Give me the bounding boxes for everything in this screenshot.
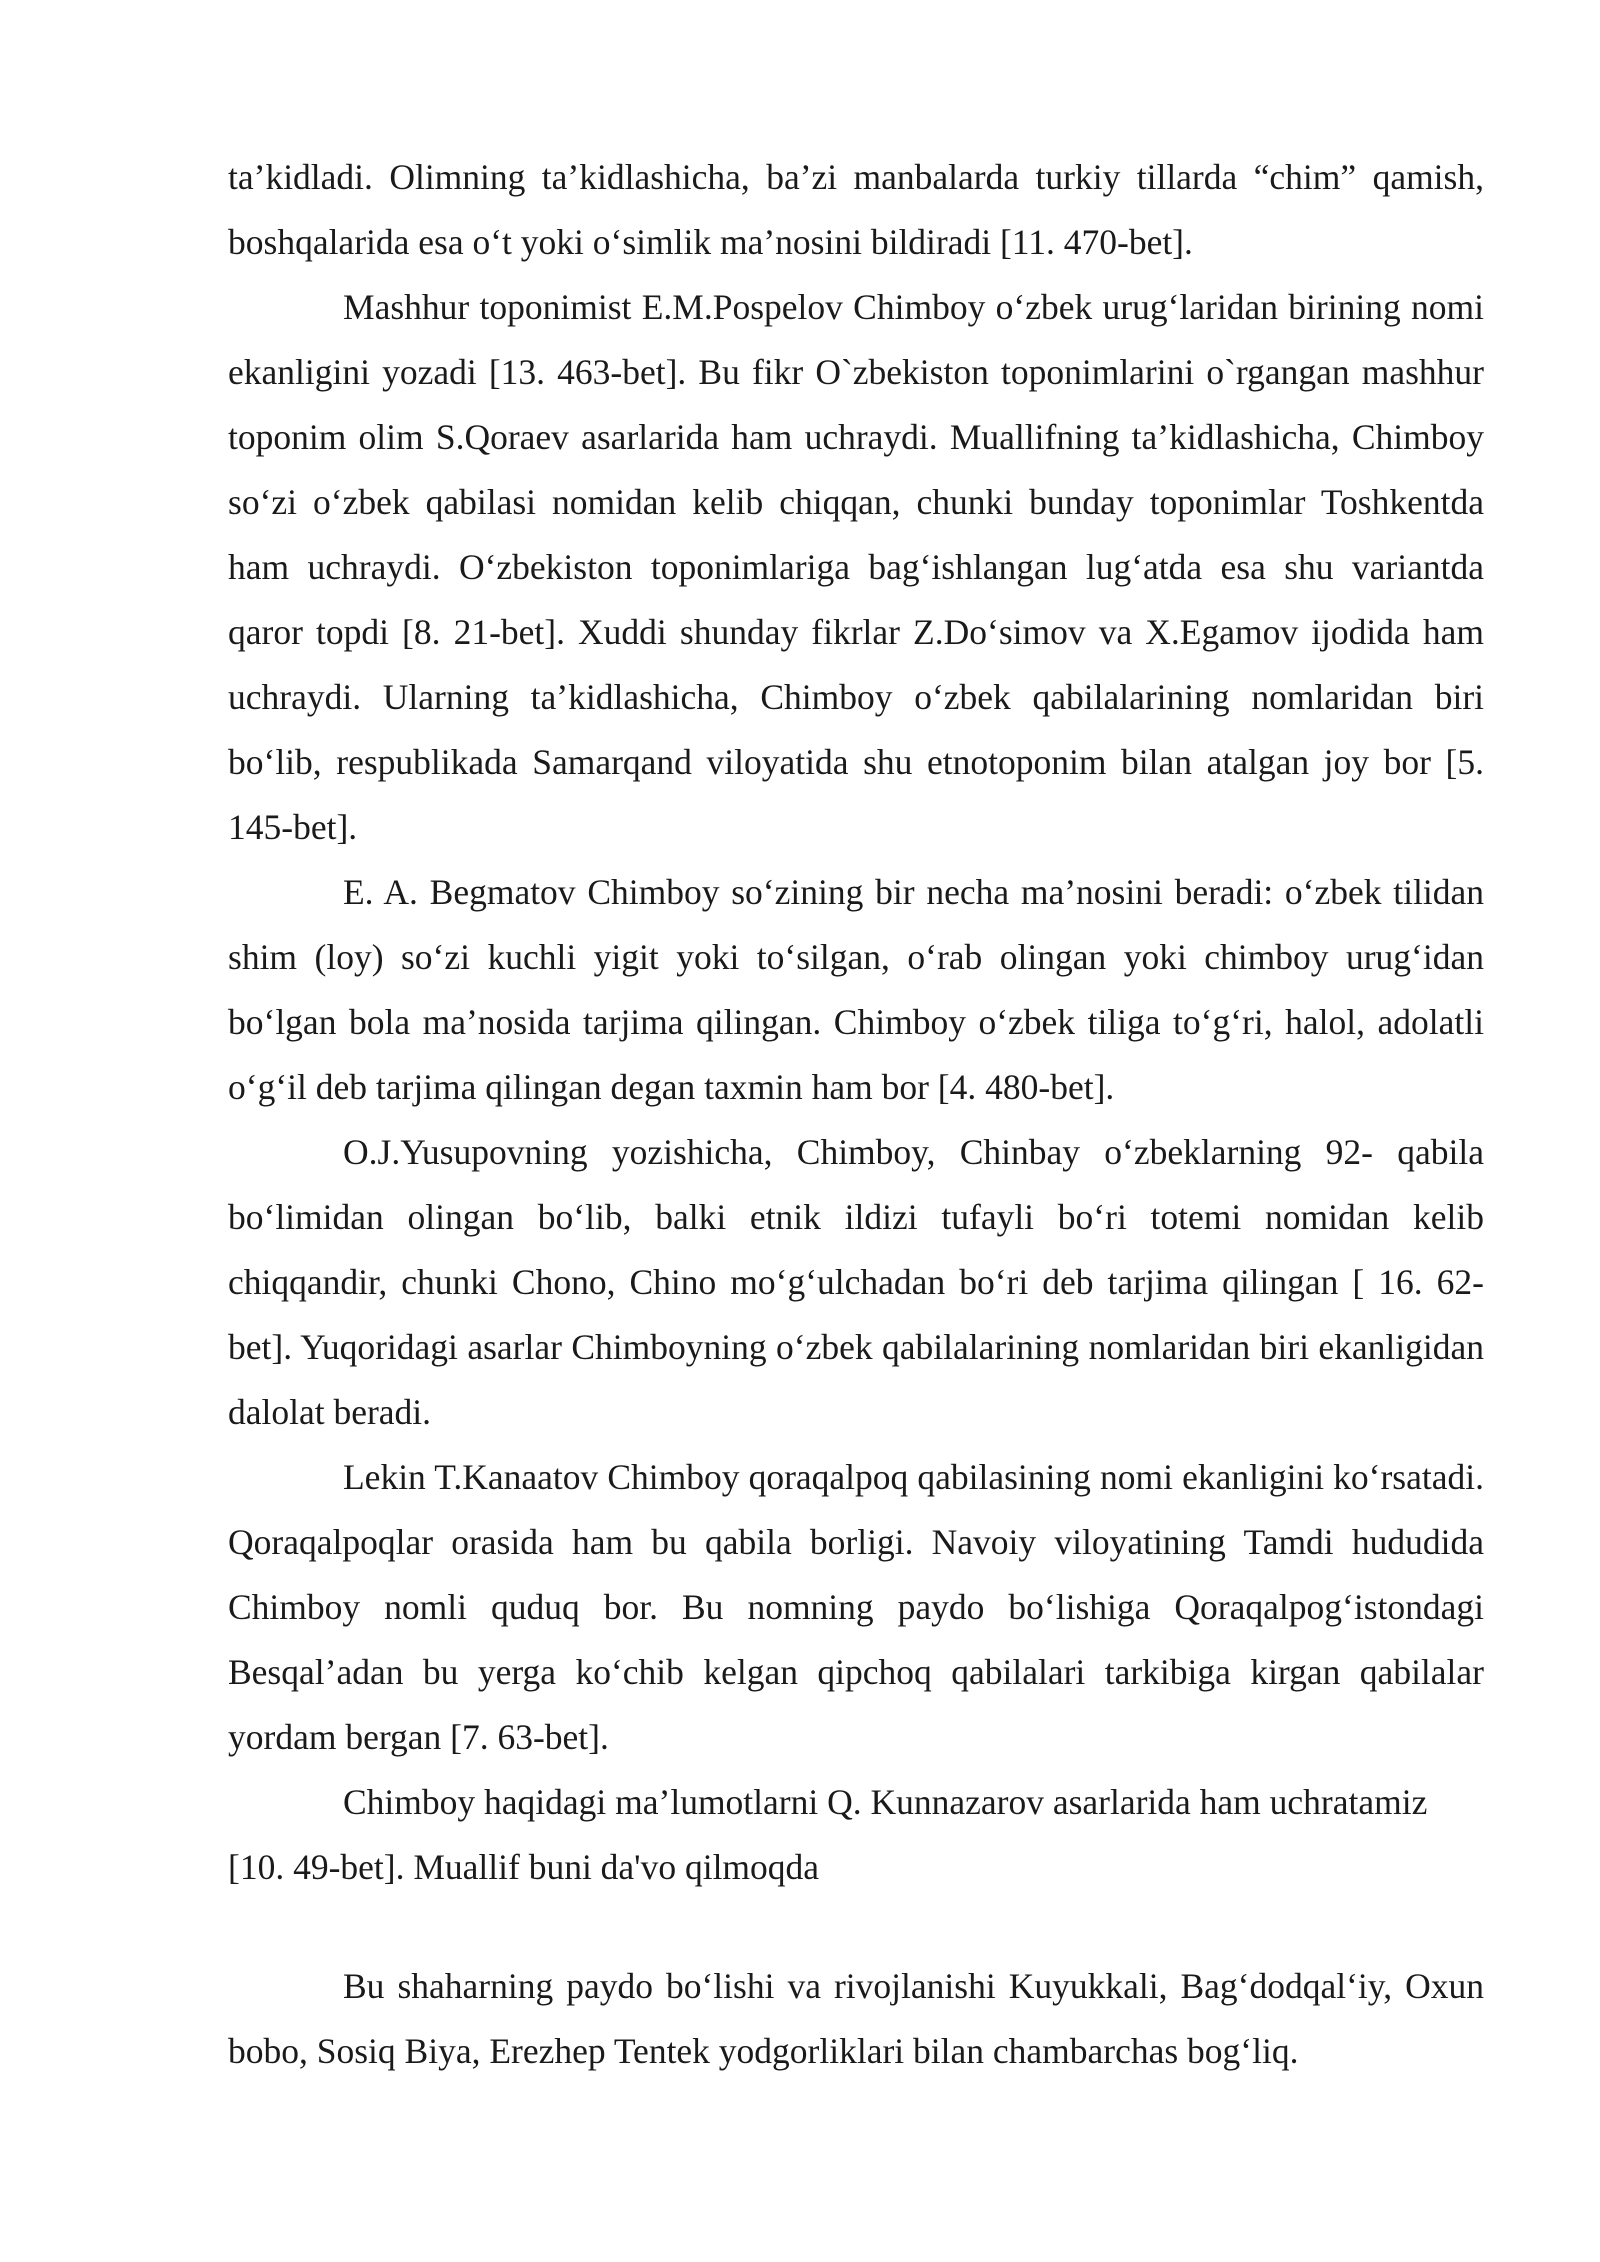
paragraph-7: Bu shaharning paydo bo‘lishi va rivojlanishi Kuyukkali, Bag‘dodqal‘iy, Oxun bobo, Sosiq Biya, Erezhep Tentek yodgorliklari bilan chambarchas bog‘liq. <box>228 1966 1484 2071</box>
paragraph-2: Mashhur toponimist E.M.Pospelov Chimboy o‘zbek urug‘laridan birining nomi ekanligini yozadi [13. 463-bet]. Bu fikr O`zbekiston toponimlarini o`rgangan mashhur toponim olim S.Qoraev asarlarida ham uchraydi. Muallifning ta’kidlashicha, Chimboy so‘zi o‘zbek qabilasi nomidan kelib chiqqan, chunki bunday toponimlar Toshkentda ham uchraydi. O‘zbekiston toponimlariga bag‘ishlangan lug‘atda esa shu variantda qaror topdi [8. 21-bet]. Xuddi shunday fikrlar Z.Do‘simov va X.Egamov ijodida ham uchraydi. Ularning ta’kidlashicha, Chimboy o‘zbek qabilalarining nomlaridan biri bo‘lib, respublikada Samarqand viloyatida shu etnotoponim bilan atalgan joy bor [5. 145-bet]. <box>228 287 1484 847</box>
body-text <box>228 145 1484 2084</box>
paragraph-1: ta’kidladi. Olimning ta’kidlashicha, ba’zi manbalarda turkiy tillarda “chim” qamish, boshqalarida esa o‘t yoki o‘simlik ma’nosini bildiradi [11. 470-bet]. <box>228 157 1484 262</box>
paragraph-4: O.J.Yusupovning yozishicha, Chimboy, Chinbay o‘zbeklarning 92- qabila bo‘limidan olingan bo‘lib, balki etnik ildizi tufayli bo‘ri totemi nomidan kelib chiqqandir, chunki Chono, Chino mo‘g‘ulchadan bo‘ri deb tarjima qilingan [ 16. 62-bet]. Yuqoridagi asarlar Chimboyning o‘zbek qabilalarining nomlaridan biri ekanligidan dalolat beradi. <box>228 1132 1484 1432</box>
paragraph-3: E. A. Begmatov Chimboy so‘zining bir necha ma’nosini beradi: o‘zbek tilidan shim (loy) so‘zi kuchli yigit yoki to‘silgan, o‘rab olingan yoki chimboy urug‘idan bo‘lgan bola ma’nosida tarjima qilingan. Chimboy o‘zbek tiliga to‘g‘ri, halol, adolatli o‘g‘il deb tarjima qilingan degan taxmin ham bor [4. 480-bet]. <box>228 872 1484 1107</box>
paragraph-5: Lekin T.Kanaatov Chimboy qoraqalpoq qabilasining nomi ekanligini ko‘rsatadi. Qoraqalpoqlar orasida ham bu qabila borligi. Navoiy viloyatining Tamdi hududida Chimboy nomli quduq bor. Bu nomning paydo bo‘lishiga Qoraqalpog‘istondagi Besqal’adan bu yerga ko‘chib kelgan qipchoq qabilalari tarkibiga kirgan qabilalar yordam bergan [7. 63-bet]. <box>228 1457 1484 1757</box>
paragraph-6: Chimboy haqidagi ma’lumotlarni Q. Kunnazarov asarlarida ham uchratamiz [10. 49-bet]. Muallif buni da'vo qilmoqda <box>228 1782 1428 1887</box>
